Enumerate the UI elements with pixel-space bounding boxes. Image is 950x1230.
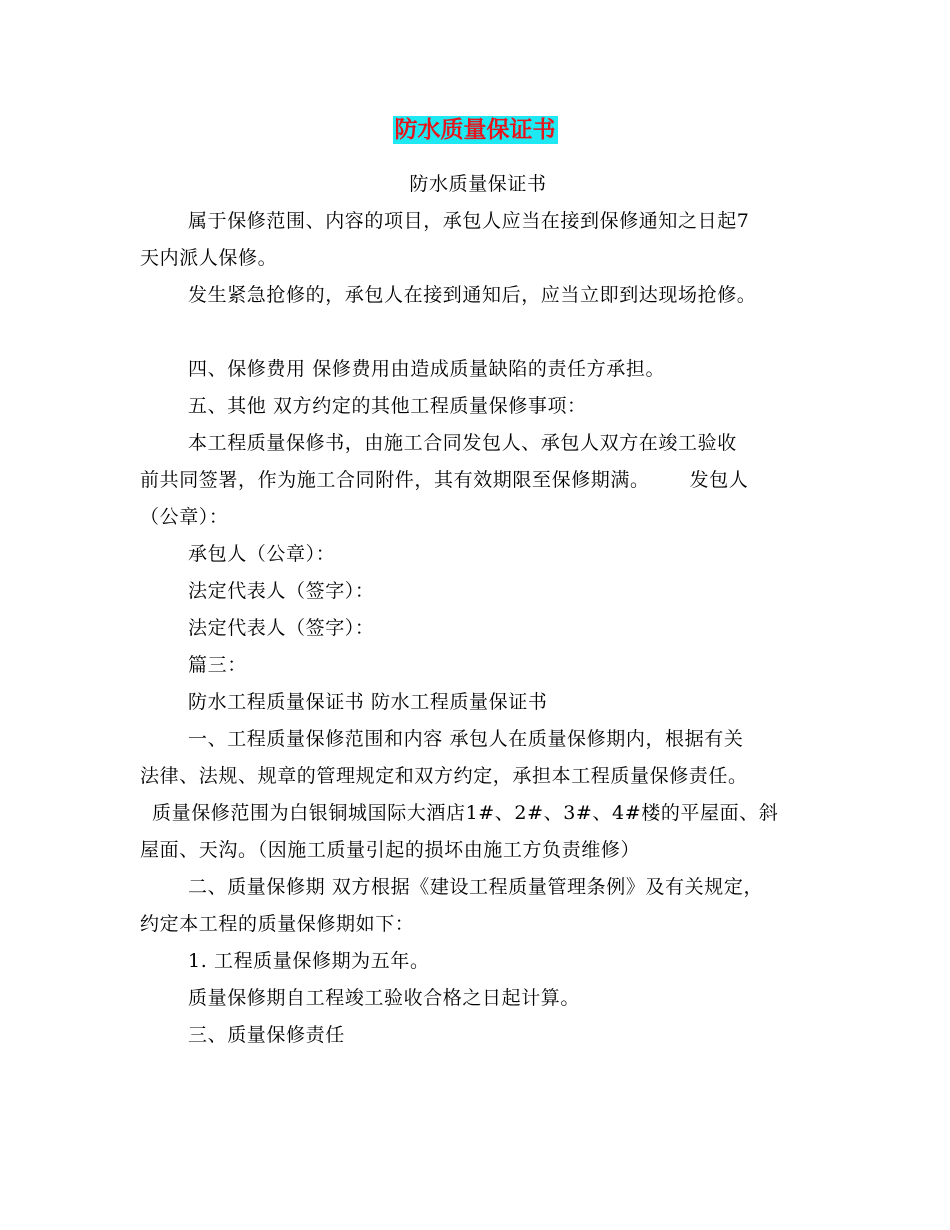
paragraph-line: 四、保修费用 保修费用由造成质量缺陷的责任方承担。 xyxy=(188,358,666,380)
section-heading: 防水工程质量保证书 防水工程质量保证书 xyxy=(188,691,548,713)
paragraph-line: 约定本工程的质量保修期如下： xyxy=(140,913,415,935)
document-body xyxy=(140,166,816,1054)
paragraph-line: 一、工程质量保修范围和内容 承包人在质量保修期内，根据有关 xyxy=(188,728,744,750)
paragraph-line: 屋面、天沟。（因施工质量引起的损坏由施工方负责维修） xyxy=(140,839,641,861)
document-title xyxy=(0,113,950,149)
blank-line xyxy=(140,314,816,351)
paragraph-line: 法律、法规、规章的管理规定和双方约定，承担本工程质量保修责任。 xyxy=(140,765,748,787)
paragraph-line: 1. 工程质量保修期为五年。 xyxy=(188,950,430,972)
paragraph-line: 属于保修范围、内容的项目，承包人应当在接到保修通知之日起7 xyxy=(188,210,750,232)
signature-line: 法定代表人（签字）： xyxy=(188,617,375,639)
paragraph-line: 五、其他 双方约定的其他工程质量保修事项： xyxy=(188,395,587,417)
paragraph-line: 二、质量保修期 双方根据《建设工程质量管理条例》及有关规定， xyxy=(188,876,764,898)
issuer-label: 发包人 xyxy=(689,469,749,491)
paragraph-line: 发生紧急抢修的，承包人在接到通知后，应当立即到达现场抢修。 xyxy=(188,284,757,306)
signature-line: 法定代表人（签字）： xyxy=(188,580,375,602)
paragraph-line: 前共同签署，作为施工合同附件，其有效期限至保修期满。 发包人 xyxy=(140,469,749,491)
signature-line: 承包人（公章）： xyxy=(188,543,336,565)
paragraph-line: 质量保修范围为白银铜城国际大酒店1#、2#、3#、4#楼的平屋面、斜 xyxy=(152,802,779,824)
paragraph-line: 质量保修期自工程竣工验收合格之日起计算。 xyxy=(188,987,581,1009)
paragraph-line: 天内派人保修。 xyxy=(140,247,278,269)
section-heading: 三、质量保修责任 xyxy=(188,1024,345,1046)
paragraph-line: （公章）： xyxy=(140,506,229,528)
subtitle: 防水质量保证书 xyxy=(409,173,547,195)
paragraph-line: 本工程质量保修书，由施工合同发包人、承包人双方在竣工验收 xyxy=(188,432,737,454)
section-heading: 篇三： xyxy=(188,654,247,676)
highlighted-title: 防水质量保证书 xyxy=(394,117,556,143)
